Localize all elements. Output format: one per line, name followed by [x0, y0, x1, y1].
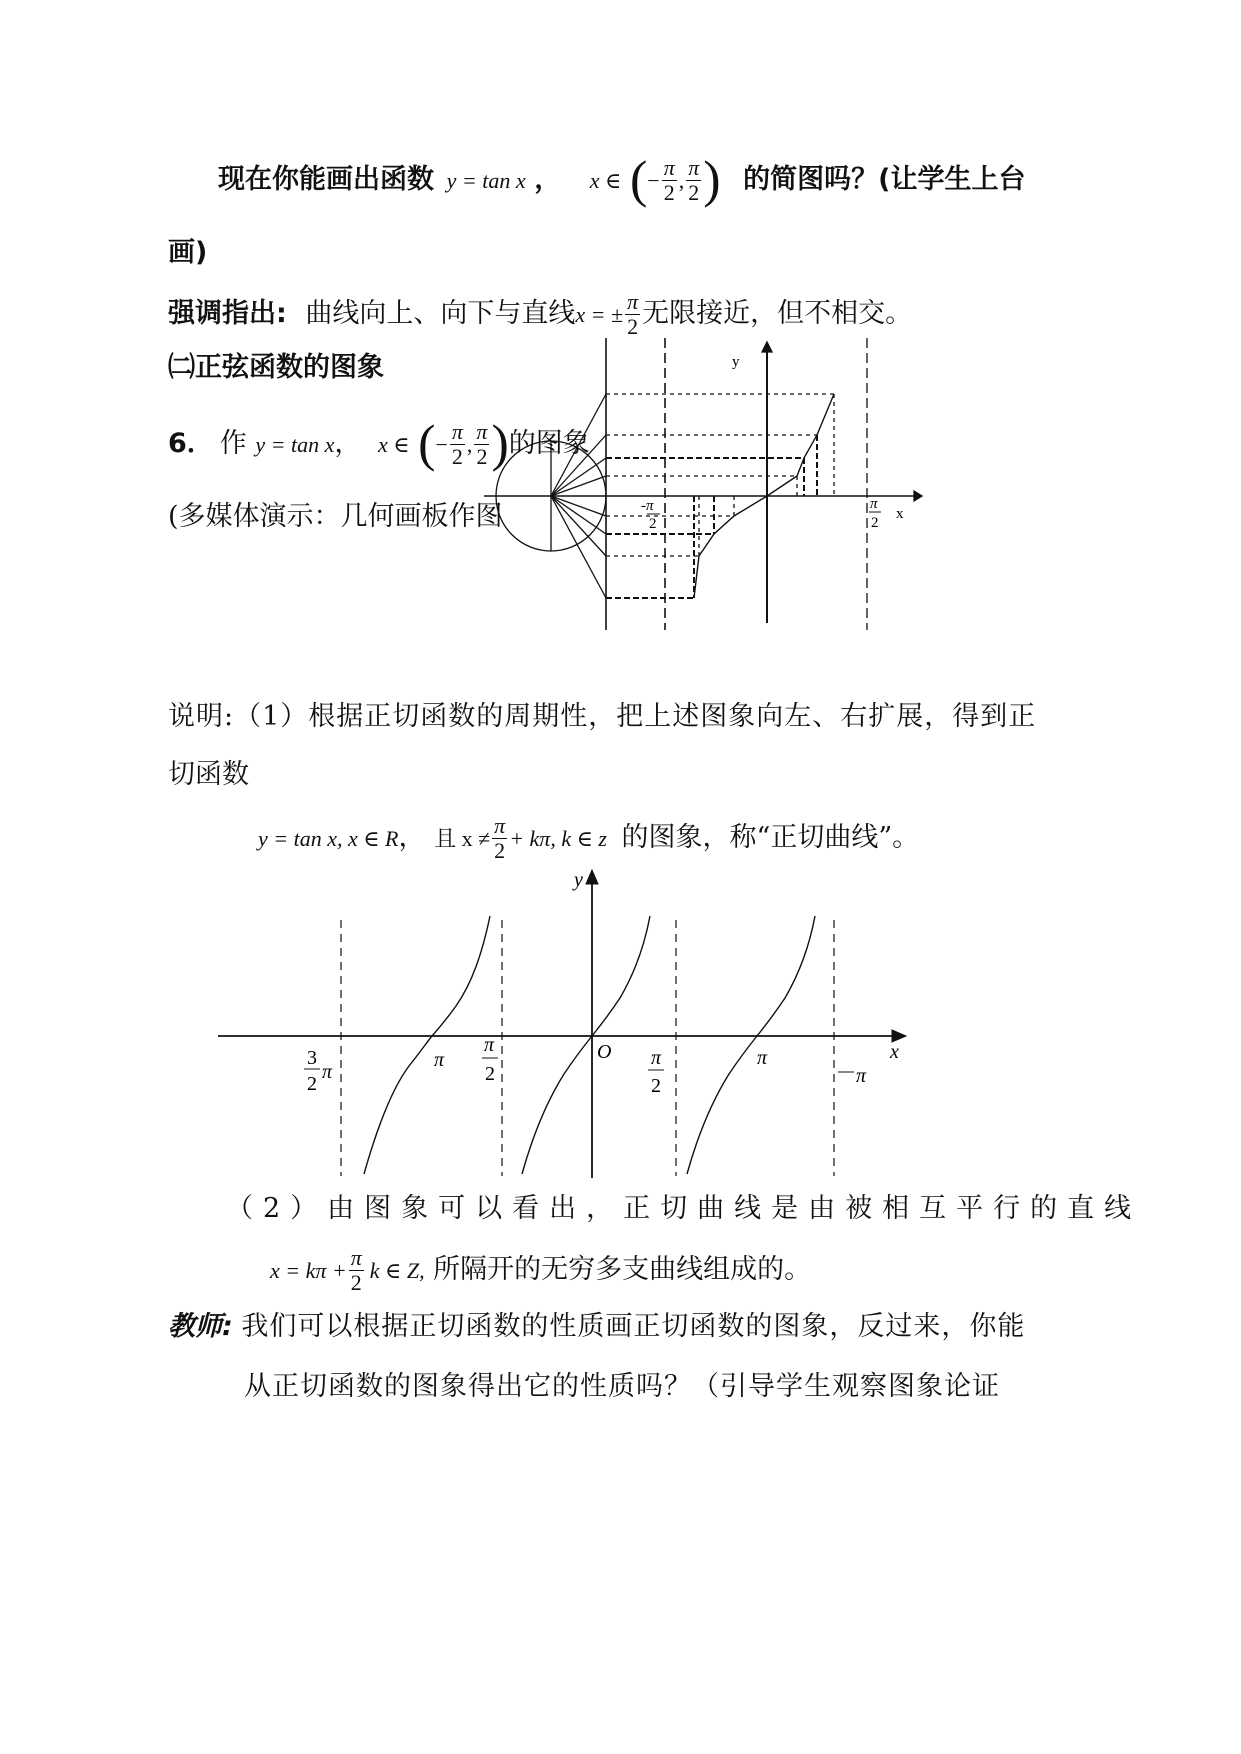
note2-line2 [270, 1246, 811, 1295]
formula-half-pi: $\frac{\pi}{2}$ [494, 813, 506, 863]
fig2-y-axis-arrow [586, 870, 598, 884]
formula-plus: + kπ, k ∈ z [509, 826, 607, 851]
fig1-y-label: y [732, 354, 740, 370]
item6-number: 6． [168, 428, 214, 459]
fig2-y-label: y [574, 869, 583, 891]
intro-sep: ， [534, 164, 562, 195]
tangent-construction-figure [484, 338, 924, 638]
intro-func: y = tan x [446, 168, 526, 193]
item6-neg-half-pi: $\frac{\pi}{2}$ [451, 419, 463, 469]
item6-half-pi: $\frac{\pi}{2}$ [476, 419, 488, 469]
item6-verb: 作 [219, 428, 247, 459]
demo-note: (多媒体演示：几何画板作图 [168, 501, 503, 532]
teacher-label: 教师: [168, 1311, 233, 1342]
neg-half-pi: $\frac{\pi}{2}$ [663, 155, 675, 205]
fig2-branch-left [364, 916, 490, 1174]
fig2-pos-pi: π [757, 1047, 768, 1069]
fig2-branch-center [522, 916, 650, 1174]
teacher-text-1: 我们可以根据正切函数的性质画正切函数的图象，反过来，你能 [241, 1311, 1026, 1342]
teacher-line1 [168, 1310, 1025, 1344]
fig2-neg-3half-pi: π [322, 1061, 333, 1083]
fig1-x-label: x [896, 506, 904, 522]
item6-comma: , [466, 432, 473, 457]
formula-tail: 的图象，称“正切曲线”。 [621, 822, 920, 853]
item6-domain-var: x ∈ [377, 432, 410, 457]
fig2-3half-pi: π [856, 1065, 867, 1087]
emphasis-text-after: 无限接近，但不相交。 [642, 298, 913, 329]
note1-line2: 切函数 [168, 759, 249, 790]
fig2-neg-half-num: π [484, 1034, 495, 1056]
fig1-neg-half-pi-num: -π [641, 498, 654, 514]
note2-line1: （2）由图象可以看出，正切曲线是由被相互平行的直线 [226, 1193, 1142, 1224]
note2-tail: 所隔开的无穷多支曲线组成的。 [433, 1254, 812, 1285]
ray [551, 496, 606, 516]
half-pi: $\frac{\pi}{2}$ [688, 155, 700, 205]
fig2-half-num: π [651, 1047, 662, 1069]
item6-minus: − [435, 432, 448, 457]
fig1-neg-half-pi-den: 2 [649, 516, 657, 532]
fig2-neg-pi: π [434, 1049, 445, 1071]
note2-half-pi: $\frac{\pi}{2}$ [350, 1245, 362, 1295]
teacher-line2: 从正切函数的图象得出它的性质吗？（引导学生观察图象论证 [244, 1371, 1000, 1402]
emphasis-line-eq: x = ± [575, 302, 624, 327]
item6-func: y = tan x [255, 432, 335, 457]
tangent-curve-figure [214, 866, 934, 1178]
note2-eq: x = kπ + [270, 1258, 347, 1283]
intro-tail2: 画) [168, 237, 208, 268]
emphasis-label: 强调指出 [168, 298, 276, 329]
formula-cond: 且 x ≠ [434, 826, 491, 851]
fig2-neg-half-den: 2 [485, 1063, 495, 1085]
y-axis-arrow [762, 342, 772, 352]
note2-cond: k ∈ Z, [369, 1258, 425, 1283]
emphasis-half-pi: $\frac{\pi}{2}$ [627, 289, 639, 339]
item6-tail: 的图象 [508, 428, 590, 459]
emphasis-text-before: 曲线向上、向下与直线 [305, 298, 576, 329]
fig2-neg-3half-den: 2 [307, 1073, 317, 1095]
fig2-half-den: 2 [651, 1075, 661, 1097]
item6-sep: ， [334, 428, 362, 459]
intro-tail: 的简图吗？(让学生上台 [743, 164, 1026, 195]
formula-sep: ， [398, 822, 426, 853]
minus-sign: − [647, 168, 660, 193]
formula-line [258, 814, 919, 863]
fig2-branch-right [687, 916, 815, 1174]
item6-close-paren: ) [491, 415, 509, 473]
ray [551, 458, 606, 496]
close-paren: ) [703, 151, 721, 209]
fig2-x-label: x [890, 1041, 899, 1063]
fig2-origin-label: O [597, 1041, 612, 1063]
intro-lead: 现在你能画出函数 [218, 164, 434, 195]
emphasis-colon: : [276, 298, 287, 329]
item6-open-paren: ( [418, 415, 436, 473]
emphasis-line [168, 290, 912, 339]
fig1-half-pi-den: 2 [871, 515, 879, 531]
fig2-neg-3half-num: 3 [307, 1047, 317, 1069]
interval-comma: , [678, 168, 685, 193]
open-paren: ( [629, 151, 648, 209]
intro-domain-var: x ∈ [589, 168, 622, 193]
formula-func: y = tan x, x ∈ R [258, 826, 399, 851]
fig1-half-pi-num: π [870, 496, 878, 512]
intro-line [218, 151, 1026, 209]
x-axis-arrow [914, 491, 922, 501]
note1-line1: 说明:（1）根据正切函数的周期性，把上述图象向左、右扩展，得到正 [168, 701, 1037, 732]
ray [551, 496, 606, 534]
section-heading: ㈡正弦函数的图象 [168, 352, 384, 383]
